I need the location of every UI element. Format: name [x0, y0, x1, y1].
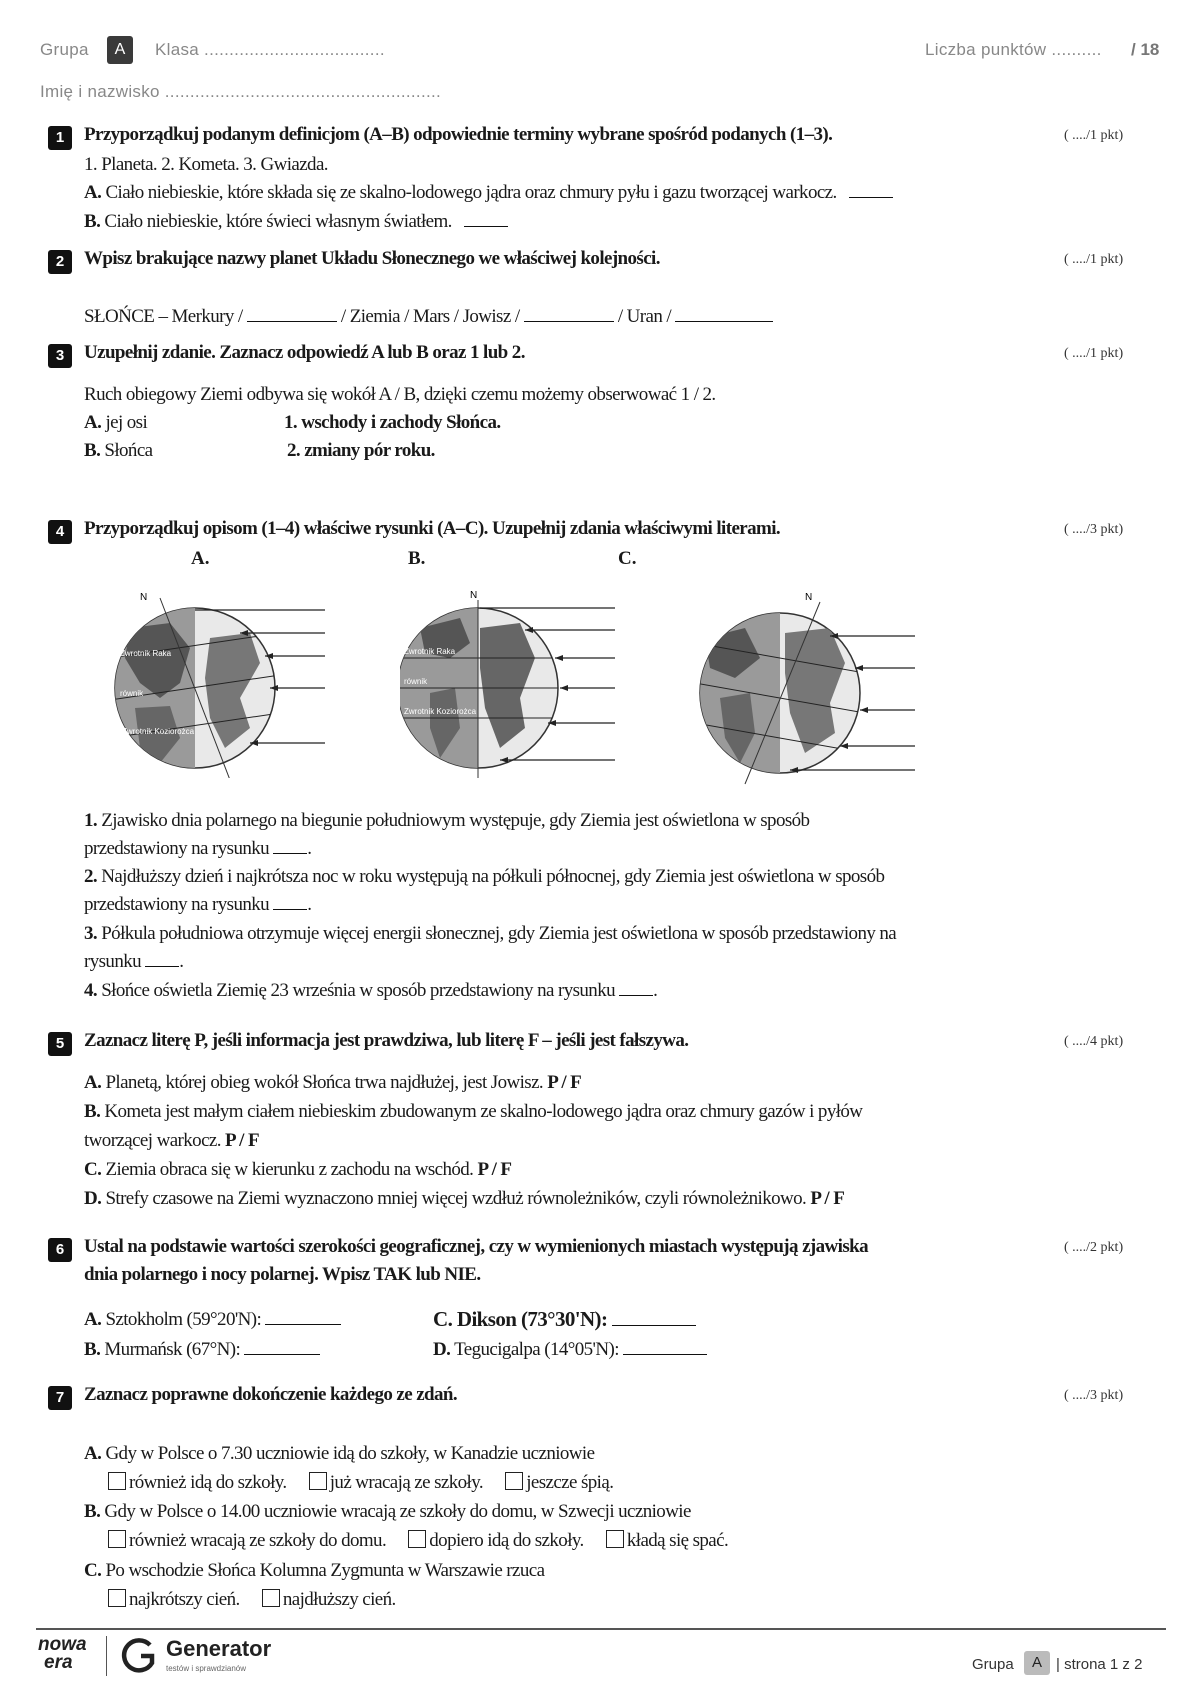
q3-option-b: [84, 440, 153, 462]
q2-points: ( ..../1 pkt): [1064, 252, 1124, 267]
q1-b-answer-blank[interactable]: [464, 212, 508, 227]
q5-number: 5: [48, 1032, 72, 1056]
q1-options: 1. Planeta. 2. Kometa. 3. Gwiazda.: [84, 154, 328, 175]
q6-c-blank[interactable]: [612, 1311, 696, 1326]
q4-s3-text: Półkula południowa otrzymuje więcej energii słonecznej, gdy Ziemia jest oświetlona w sposób przedstawiony na: [101, 923, 897, 944]
q5-c-pf[interactable]: P / F: [477, 1159, 512, 1180]
q7-c-option-2-label: najdłuższy cień.: [282, 1589, 396, 1610]
q7-a-letter: A.: [84, 1443, 102, 1464]
globe-a-label-cancer: Zwrotnik Raka: [120, 649, 172, 658]
q1-a-answer-blank[interactable]: [849, 183, 893, 198]
checkbox[interactable]: [108, 1530, 126, 1548]
q7-b-option-1-label: również wracają ze szkoły do domu.: [129, 1530, 387, 1551]
q7-c-text: Po wschodzie Słońca Kolumna Zygmunta w Warszawie rzuca: [105, 1560, 545, 1581]
q4-s2-text-cont: przedstawiony na rysunku: [84, 894, 270, 915]
q4-s4-period: .: [653, 980, 658, 1001]
q4-statement-2-cont: [84, 894, 311, 916]
points-field[interactable]: Liczba punktów ..........: [925, 40, 1102, 59]
q5-b-pf[interactable]: P / F: [225, 1130, 259, 1151]
q1-points: ( ..../1 pkt): [1064, 128, 1124, 143]
q2-blank-2[interactable]: [524, 307, 614, 322]
q5-item-a: [84, 1072, 581, 1094]
q7-c-option-1-label: najkrótszy cień.: [129, 1589, 240, 1610]
footer-group-label: Grupa: [972, 1656, 1014, 1673]
q2-seq-end: / Uran /: [617, 306, 672, 327]
q6-d-text: Tegucigalpa (14°05'N):: [454, 1339, 619, 1360]
q4-s1-num: 1.: [84, 810, 98, 831]
q1-a-letter: A.: [84, 182, 102, 203]
q5-points: ( ..../4 pkt): [1064, 1034, 1124, 1049]
q7-points: ( ..../3 pkt): [1064, 1388, 1124, 1403]
q5-c-letter: C.: [84, 1159, 102, 1180]
q4-s4-text: Słońce oświetla Ziemię 23 września w sposób przedstawiony na rysunku: [101, 980, 615, 1001]
checkbox[interactable]: [505, 1472, 523, 1490]
name-field[interactable]: Imię i nazwisko .......................................................: [40, 82, 442, 101]
q6-item-c: [433, 1307, 696, 1332]
q4-statement-1-cont: [84, 838, 311, 860]
q3-a-letter: A.: [84, 412, 102, 433]
q6-title-line-1: Ustal na podstawie wartości szerokości geograficznej, czy w wymienionych miastach występują zjawiska: [84, 1236, 868, 1257]
q4-s3-blank[interactable]: [145, 952, 179, 967]
q5-b-letter: B.: [84, 1101, 101, 1122]
globe-b-label-cancer: Zwrotnik Raka: [404, 647, 456, 656]
figure-a-label: A.: [191, 548, 210, 569]
q1-title: Przyporządkuj podanym definicjom (A–B) odpowiednie terminy wybrane spośród podanych (1–3).: [84, 124, 833, 145]
footer-logo-separator: [106, 1636, 107, 1676]
checkbox[interactable]: [108, 1472, 126, 1490]
q6-item-d: [433, 1339, 707, 1361]
q5-b-text: Kometa jest małym ciałem niebieskim zbudowanym ze skalno-lodowego jądra oraz chmury gazów i pyłów: [104, 1101, 863, 1122]
q7-b-option-2-label: dopiero idą do szkoły.: [429, 1530, 584, 1551]
q2-blank-1[interactable]: [247, 307, 337, 322]
q7-item-c: [84, 1560, 544, 1582]
q5-b-text-cont: tworzącej warkocz.: [84, 1130, 221, 1151]
q6-title-line-2: dnia polarnego i nocy polarnej. Wpisz TAK lub NIE.: [84, 1264, 481, 1285]
globe-b-label-capricorn: Zwrotnik Koziorożca: [404, 707, 477, 716]
q4-s3-num: 3.: [84, 923, 98, 944]
q2-seq-start: SŁOŃCE – Merkury /: [84, 306, 243, 327]
points-total: / 18: [1131, 40, 1160, 59]
q7-a-option-2[interactable]: [309, 1472, 483, 1493]
q5-title: Zaznacz literę P, jeśli informacja jest prawdziwa, lub literę F – jeśli jest fałszywa.: [84, 1030, 689, 1051]
q3-b-text: Słońca: [104, 440, 153, 461]
group-badge: A: [107, 36, 133, 64]
q4-s2-period: .: [307, 894, 312, 915]
q2-title: Wpisz brakujące nazwy planet Układu Słonecznego we właściwej kolejności.: [84, 248, 660, 269]
q5-d-letter: D.: [84, 1188, 102, 1209]
q7-b-option-2[interactable]: [408, 1530, 583, 1551]
checkbox[interactable]: [262, 1589, 280, 1607]
q7-a-text: Gdy w Polsce o 7.30 uczniowie idą do szkoły, w Kanadzie uczniowie: [105, 1443, 595, 1464]
q3-b-letter: B.: [84, 440, 101, 461]
q2-blank-3[interactable]: [675, 307, 773, 322]
class-field[interactable]: Klasa ....................................: [155, 40, 385, 59]
q1-item-b: [84, 211, 508, 233]
q4-s2-text: Najdłuższy dzień i najkrótsza noc w roku występują na półkuli północnej, gdy Ziemia jest oświetlona w sposób: [101, 866, 885, 887]
q7-title: Zaznacz poprawne dokończenie każdego ze zdań.: [84, 1384, 458, 1405]
q3-a-text: jej osi: [105, 412, 148, 433]
q5-d-pf[interactable]: P / F: [810, 1188, 845, 1209]
group-label: Grupa: [40, 40, 89, 59]
q7-b-options: [108, 1530, 728, 1552]
logo-era-text: era: [44, 1652, 73, 1673]
figure-a-globe: [100, 588, 340, 778]
q6-c-letter: C.: [433, 1307, 453, 1331]
q4-s3-period: .: [179, 951, 184, 972]
q4-s1-blank[interactable]: [273, 839, 307, 854]
q4-s4-num: 4.: [84, 980, 98, 1001]
generator-logo-text: Generator: [166, 1636, 272, 1661]
q7-a-option-2-label: już wracają ze szkoły.: [329, 1472, 484, 1493]
q7-a-option-1-label: również idą do szkoły.: [129, 1472, 287, 1493]
q4-s2-num: 2.: [84, 866, 98, 887]
q4-s2-blank[interactable]: [273, 895, 307, 910]
q4-statement-3-cont: [84, 951, 183, 973]
q7-a-option-3-label: jeszcze śpią.: [526, 1472, 614, 1493]
globe-a-label-equator: równik: [120, 689, 144, 698]
generator-logo-icon: [120, 1636, 160, 1676]
q3-option-a: [84, 412, 147, 434]
q5-a-text: Planetą, której obieg wokół Słońca trwa najdłużej, jest Jowisz.: [105, 1072, 544, 1093]
q1-b-letter: B.: [84, 211, 101, 232]
q6-b-blank[interactable]: [244, 1340, 320, 1355]
q7-b-option-3-label: kładą się spać.: [626, 1530, 729, 1551]
q6-d-blank[interactable]: [623, 1340, 707, 1355]
footer-group-badge: A: [1024, 1651, 1050, 1675]
figure-b-label: B.: [408, 548, 426, 569]
q6-item-a: [84, 1309, 341, 1331]
q6-number: 6: [48, 1238, 72, 1262]
q7-c-option-2[interactable]: [262, 1589, 396, 1610]
logo-nowa-text: nowa: [38, 1634, 87, 1655]
q3-title: Uzupełnij zdanie. Zaznacz odpowiedź A lub B oraz 1 lub 2.: [84, 342, 525, 363]
q5-item-b: [84, 1101, 862, 1123]
q4-title: Przyporządkuj opisom (1–4) właściwe rysunki (A–C). Uzupełnij zdania właściwymi literami.: [84, 518, 781, 539]
q5-item-d: [84, 1188, 844, 1210]
q6-c-text: Dikson (73°30'N):: [456, 1307, 608, 1331]
globe-b-label-equator: równik: [404, 677, 428, 686]
q7-c-letter: C.: [84, 1560, 102, 1581]
q7-c-option-1[interactable]: [108, 1589, 240, 1610]
q2-number: 2: [48, 250, 72, 274]
q4-statement-1: [84, 810, 809, 832]
q1-item-a: [84, 182, 893, 204]
q7-a-option-3[interactable]: [505, 1472, 613, 1493]
q6-item-b: [84, 1339, 320, 1361]
checkbox[interactable]: [606, 1530, 624, 1548]
figure-b-globe: [400, 588, 640, 778]
q7-a-option-1[interactable]: [108, 1472, 287, 1493]
q6-b-text: Murmańsk (67°N):: [104, 1339, 241, 1360]
q3-number: 3: [48, 344, 72, 368]
q5-a-pf[interactable]: P / F: [547, 1072, 582, 1093]
q7-b-letter: B.: [84, 1501, 101, 1522]
q4-s1-text-cont: przedstawiony na rysunku: [84, 838, 270, 859]
q4-s3-text-cont: rysunku: [84, 951, 142, 972]
globe-a-label-capricorn: Zwrotnik Koziorożca: [122, 727, 195, 736]
q1-number: 1: [48, 126, 72, 150]
q5-d-text: Strefy czasowe na Ziemi wyznaczono mniej więcej wzdłuż równoleżników, czyli równoleżnikowo.: [105, 1188, 807, 1209]
q6-d-letter: D.: [433, 1339, 451, 1360]
q4-s1-period: .: [307, 838, 312, 859]
q4-number: 4: [48, 520, 72, 544]
q3-option-1: 1. wschody i zachody Słońca.: [284, 412, 501, 433]
figure-c-label: C.: [618, 548, 637, 569]
q6-a-blank[interactable]: [265, 1310, 341, 1325]
q7-item-b: [84, 1501, 691, 1523]
q2-seq-mid: / Ziemia / Mars / Jowisz /: [340, 306, 520, 327]
q5-item-c: [84, 1159, 511, 1181]
q5-a-letter: A.: [84, 1072, 102, 1093]
q3-points: ( ..../1 pkt): [1064, 346, 1124, 361]
q7-a-options: [108, 1472, 613, 1494]
q4-statement-4: [84, 980, 657, 1002]
q1-b-text: Ciało niebieskie, które świeci własnym światłem.: [104, 211, 452, 232]
q4-s1-text: Zjawisko dnia polarnego na biegunie południowym występuje, gdy Ziemia jest oświetlona w sposób: [101, 810, 810, 831]
q7-b-option-3[interactable]: [606, 1530, 728, 1551]
nowa-era-logo: [38, 1636, 87, 1672]
globe-c-n-text: N: [805, 592, 813, 603]
q4-statement-3: [84, 923, 896, 945]
q6-a-letter: A.: [84, 1309, 102, 1330]
q6-points: ( ..../2 pkt): [1064, 1240, 1124, 1255]
checkbox[interactable]: [108, 1589, 126, 1607]
figure-c-globe: [695, 588, 935, 788]
q4-points: ( ..../3 pkt): [1064, 522, 1124, 537]
globe-b-n-text: N: [470, 590, 478, 601]
q7-number: 7: [48, 1386, 72, 1410]
q4-s4-blank[interactable]: [619, 981, 653, 996]
q3-option-2: 2. zmiany pór roku.: [287, 440, 435, 461]
q2-sequence: [84, 306, 773, 328]
q5-c-text: Ziemia obraca się w kierunku z zachodu na wschód.: [105, 1159, 474, 1180]
q5-item-b-cont: [84, 1130, 259, 1152]
q4-statement-2: [84, 866, 884, 888]
q1-a-text: Ciało niebieskie, które składa się ze skalno-lodowego jądra oraz chmury pyłu i gazu tworzącej warkocz.: [105, 182, 837, 203]
footer-divider: [36, 1628, 1166, 1630]
generator-tagline: testów i sprawdzianów: [166, 1664, 247, 1673]
q6-b-letter: B.: [84, 1339, 101, 1360]
q7-item-a: [84, 1443, 594, 1465]
globe-a-n-text: N: [140, 592, 148, 603]
q6-a-text: Sztokholm (59°20'N):: [105, 1309, 262, 1330]
q7-b-option-1[interactable]: [108, 1530, 386, 1551]
page-number: | strona 1 z 2: [1056, 1656, 1143, 1673]
checkbox[interactable]: [309, 1472, 327, 1490]
q3-sentence: Ruch obiegowy Ziemi odbywa się wokół A / B, dzięki czemu możemy obserwować 1 / 2.: [84, 384, 716, 405]
checkbox[interactable]: [408, 1530, 426, 1548]
q7-b-text: Gdy w Polsce o 14.00 uczniowie wracają ze szkoły do domu, w Szwecji uczniowie: [104, 1501, 691, 1522]
q7-c-options: [108, 1589, 396, 1611]
